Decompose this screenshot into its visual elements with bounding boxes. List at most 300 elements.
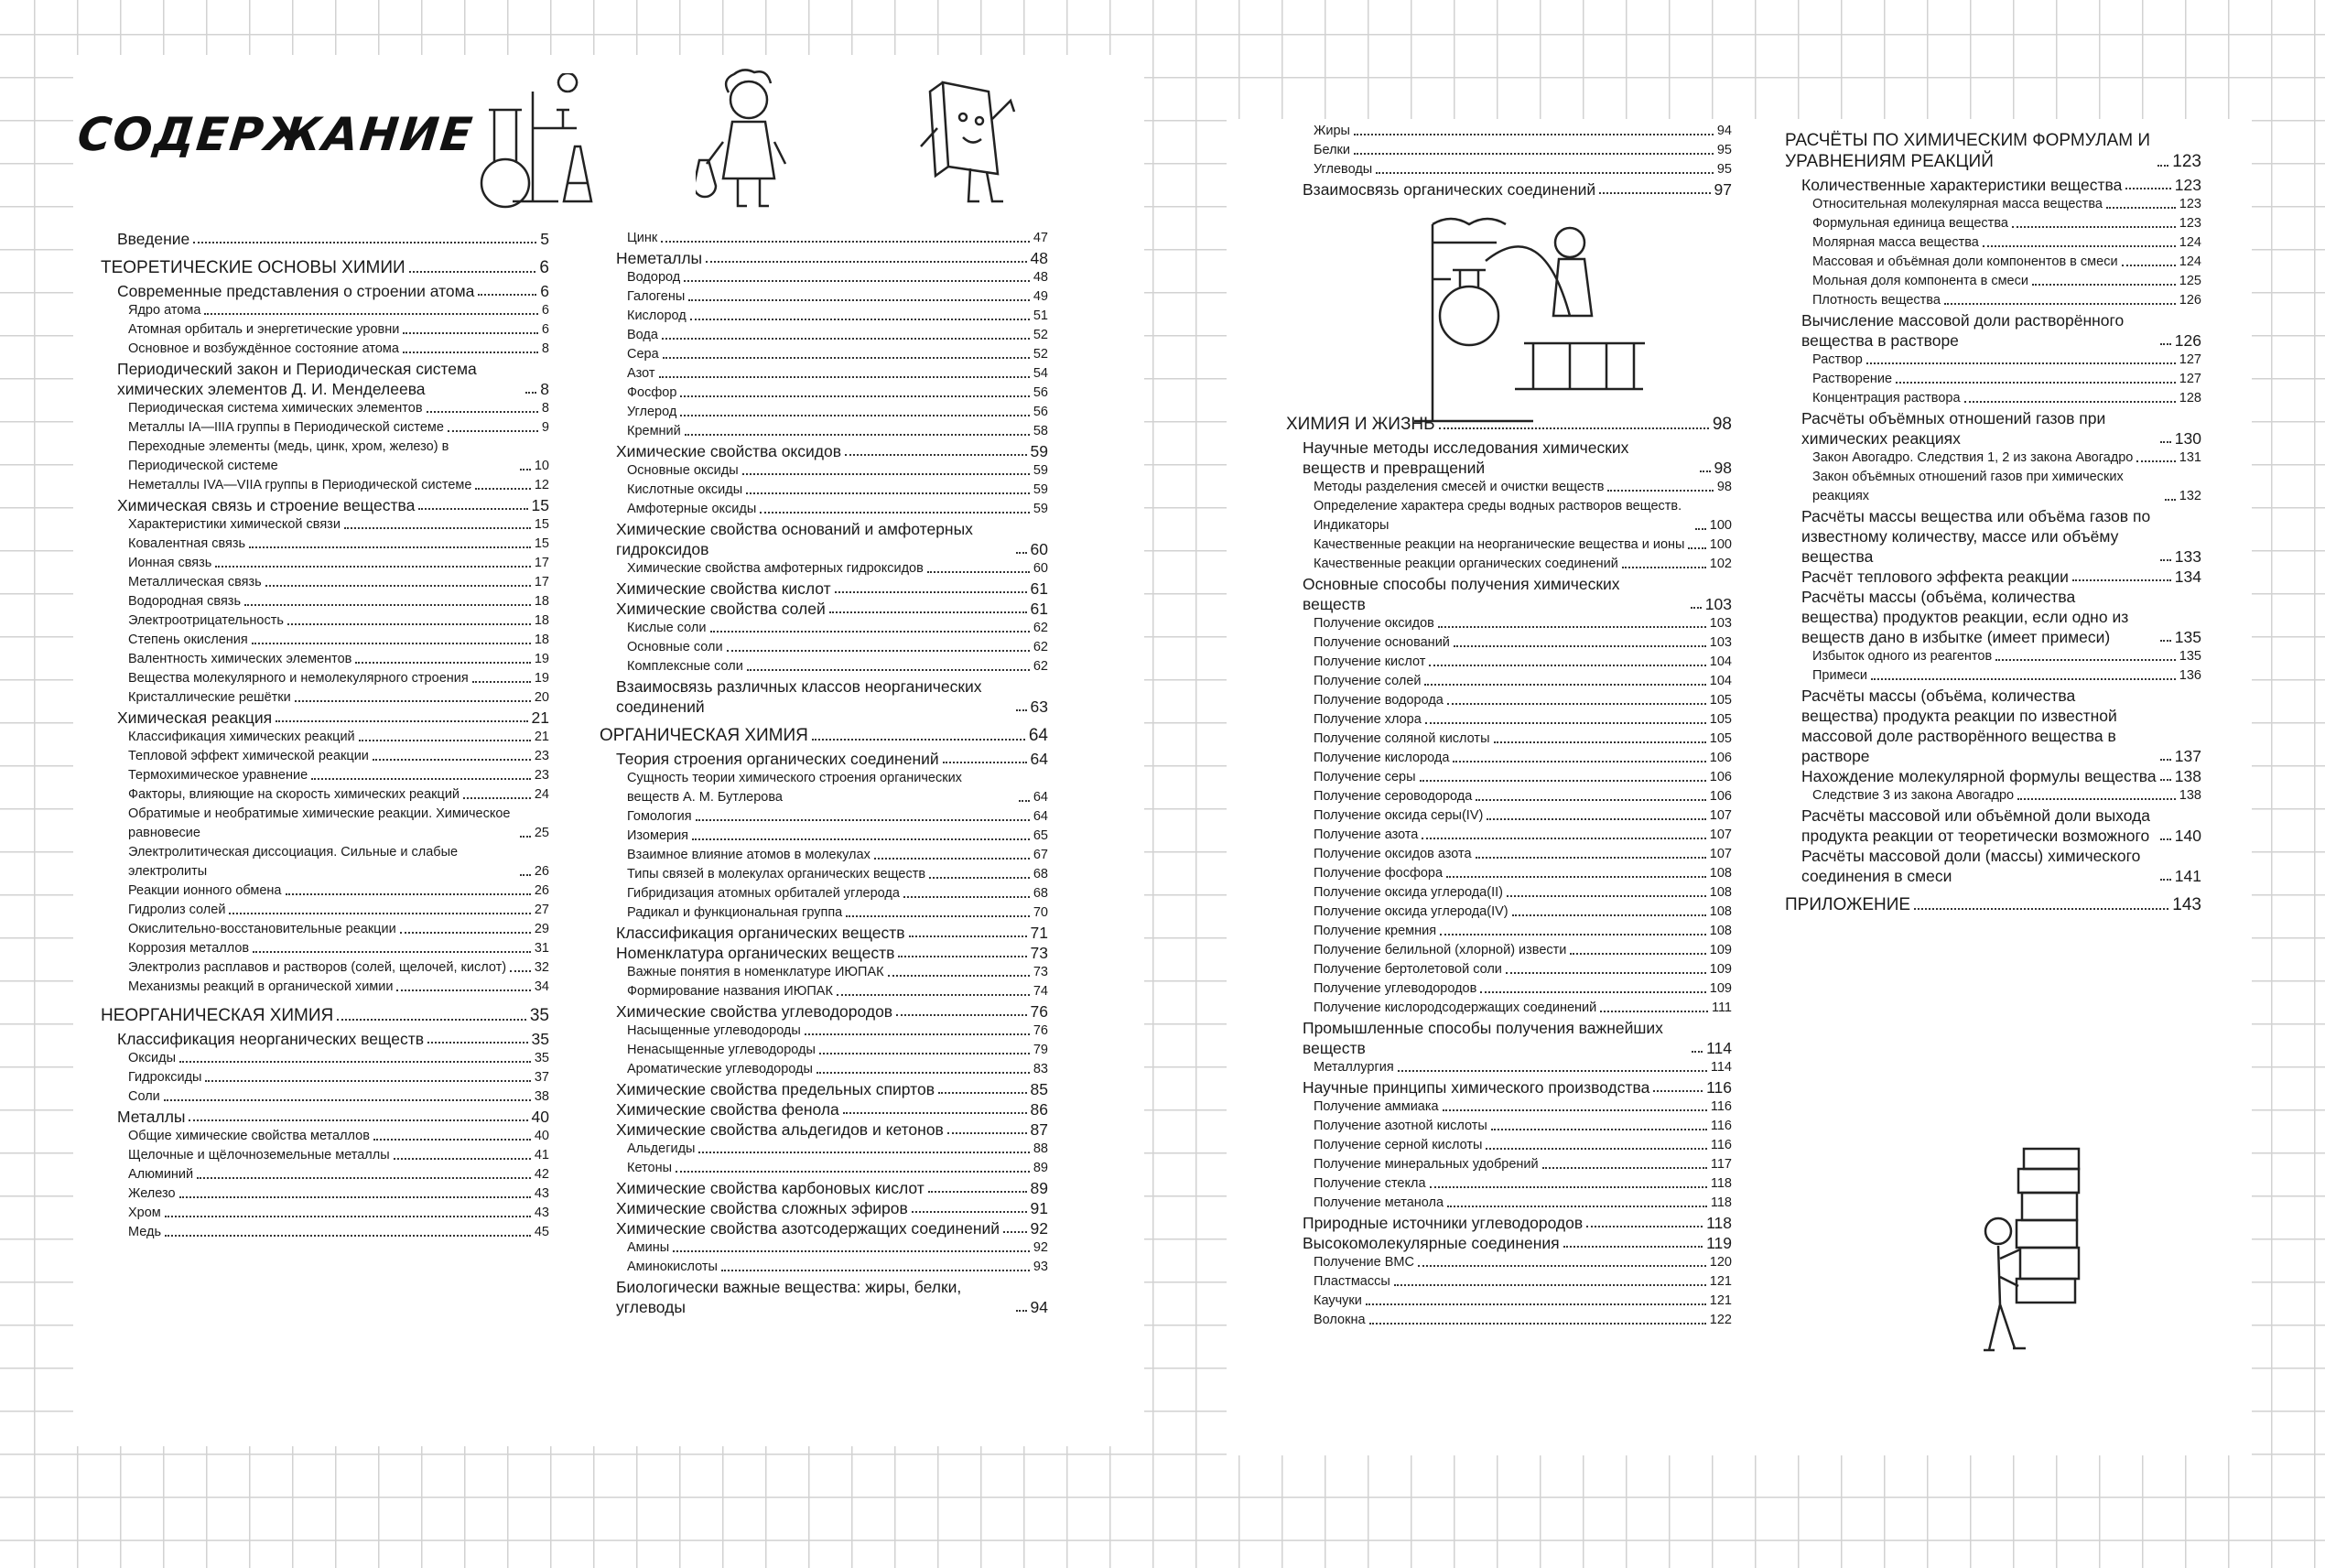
toc-entry-title: Нахождение молекулярной формулы вещества — [1801, 767, 2157, 785]
toc-entry-title: Формирование названия ИЮПАК — [627, 984, 833, 999]
toc-entry-title: Реакции ионного обмена — [128, 883, 282, 898]
toc-subentry — [1286, 903, 1732, 922]
toc-entry-title: Классификация неорганических веществ — [117, 1030, 425, 1048]
toc-page-number: 91 — [1030, 1199, 1048, 1217]
toc-page-number: 135 — [2174, 628, 2201, 646]
toc-page-number: 74 — [1033, 984, 1048, 999]
toc-dot-leader — [898, 956, 1026, 957]
toc-subentry — [1286, 691, 1732, 710]
person-carrying-books-illustration — [1963, 1140, 2101, 1359]
scientist-illustration — [696, 69, 796, 215]
toc-subentry — [101, 1087, 549, 1107]
toc-subentry — [1286, 1253, 1732, 1272]
toc-subentry — [600, 827, 1048, 846]
toc-entry-title: Факторы, влияющие на скорость химических реакций — [128, 787, 460, 802]
toc-entry-title: Взаимное влияние атомов в молекулах — [627, 848, 871, 862]
toc-dot-leader — [409, 271, 536, 273]
toc-page-number: 108 — [1709, 866, 1732, 881]
toc-page-number: 106 — [1709, 751, 1732, 765]
toc-entry-title: Электролиз расплавов и растворов (солей, щелочей, кислот) — [128, 960, 507, 975]
toc-dot-leader — [927, 571, 1030, 573]
toc-dot-leader — [746, 492, 1030, 494]
toc-subentry — [600, 268, 1048, 287]
toc-dot-leader — [1995, 659, 2176, 661]
toc-page-number: 88 — [1033, 1141, 1048, 1156]
toc-dot-leader — [520, 874, 531, 876]
toc-page-number: 85 — [1030, 1080, 1048, 1098]
toc-page-number: 61 — [1030, 579, 1048, 598]
toc-section — [1785, 130, 2201, 172]
toc-page-number: 48 — [1033, 270, 1048, 285]
toc-subentry — [1286, 960, 1732, 979]
toc-page-number: 21 — [534, 730, 549, 744]
toc-subentry — [1785, 468, 2201, 506]
toc-subentry — [1785, 291, 2201, 310]
toc-dot-leader — [475, 488, 530, 490]
toc-page-number: 19 — [534, 671, 549, 686]
toc-subentry — [1286, 1272, 1732, 1292]
toc-page-number: 97 — [1714, 180, 1732, 199]
toc-column-2 — [600, 229, 1048, 1317]
toc-dot-leader — [1476, 799, 1706, 801]
toc-page-number: 123 — [2179, 216, 2201, 231]
toc-dot-leader — [1438, 626, 1706, 628]
toc-page-number: 45 — [534, 1225, 549, 1239]
toc-entry-title: Периодический закон и Периодическая система химических элементов Д. И. Менделеева — [117, 360, 477, 398]
toc-subentry — [600, 287, 1048, 307]
toc-dot-leader — [710, 631, 1030, 633]
toc-page-number: 6 — [541, 322, 549, 337]
toc-entry-title: Вычисление массовой доли растворённого вещества в растворе — [1801, 311, 2125, 350]
toc-entry-title: Основные соли — [627, 640, 723, 654]
toc-dot-leader — [2012, 226, 2176, 228]
toc-entry-title: Высокомолекулярные соединения — [1303, 1234, 1560, 1252]
toc-entry-title: Закон объёмных отношений газов при химических реакциях — [1812, 470, 2124, 503]
toc-subentry — [1286, 1098, 1732, 1117]
toc-page-number: 109 — [1709, 962, 1732, 977]
toc-page-number: 21 — [531, 708, 549, 727]
toc-chapter — [1785, 175, 2201, 195]
toc-entry-title: Молярная масса вещества — [1812, 235, 1979, 250]
toc-chapter — [101, 495, 549, 515]
toc-page-number: 114 — [1706, 1039, 1732, 1057]
toc-entry-title: Получение соляной кислоты — [1314, 731, 1490, 746]
toc-subentry — [1286, 710, 1732, 730]
toc-page-number: 137 — [2174, 747, 2201, 765]
toc-entry-title: Пластмассы — [1314, 1274, 1390, 1289]
toc-page-number: 106 — [1709, 789, 1732, 804]
toc-dot-leader — [1418, 1265, 1706, 1267]
toc-entry-title: Плотность вещества — [1812, 293, 1941, 308]
toc-entry-title: Галогены — [627, 289, 686, 304]
toc-page-number: 116 — [1710, 1138, 1732, 1152]
toc-dot-leader — [359, 740, 531, 741]
toc-page-number: 105 — [1709, 731, 1732, 746]
toc-chapter — [1286, 438, 1732, 478]
toc-dot-leader — [165, 1216, 531, 1217]
toc-chapter — [600, 1099, 1048, 1119]
toc-page-number: 62 — [1033, 659, 1048, 674]
toc-dot-leader — [2160, 779, 2171, 781]
toc-subentry — [1286, 141, 1732, 160]
toc-subentry — [1785, 786, 2201, 806]
toc-entry-title: Валентность химических элементов — [128, 652, 352, 666]
toc-page-number: 35 — [534, 1051, 549, 1065]
toc-page-number: 102 — [1709, 557, 1732, 571]
toc-entry-title: Классификация химических реакций — [128, 730, 355, 744]
toc-entry-title: Химические свойства азотсодержащих соединений — [616, 1219, 1000, 1238]
toc-chapter — [1785, 408, 2201, 449]
toc-dot-leader — [1424, 684, 1705, 686]
toc-entry-title: Ковалентная связь — [128, 536, 246, 551]
toc-entry-title: Определение характера среды водных растворов веществ. Индикаторы — [1314, 499, 1682, 533]
toc-subentry — [101, 573, 549, 592]
toc-chapter — [600, 441, 1048, 461]
toc-page-number: 92 — [1030, 1219, 1048, 1238]
toc-subentry — [1785, 233, 2201, 253]
toc-dot-leader — [947, 1132, 1027, 1134]
toc-page-number: 68 — [1033, 867, 1048, 881]
toc-subentry — [101, 1204, 549, 1223]
toc-entry-title: Кристаллические решётки — [128, 690, 291, 705]
toc-subentry — [1286, 1155, 1732, 1174]
toc-dot-leader — [1016, 1310, 1027, 1312]
toc-entry-title: Растворение — [1812, 372, 1893, 386]
toc-dot-leader — [244, 604, 531, 606]
toc-page-number: 95 — [1716, 143, 1732, 157]
toc-section — [101, 1005, 549, 1026]
toc-page-number: 118 — [1710, 1176, 1732, 1191]
toc-subentry — [1785, 449, 2201, 468]
toc-entry-title: Получение водорода — [1314, 693, 1444, 708]
toc-chapter — [600, 1178, 1048, 1198]
toc-page-number: 56 — [1033, 385, 1048, 400]
toc-page-number: 34 — [534, 979, 549, 994]
toc-subentry — [101, 515, 549, 535]
toc-entry-title: Получение фосфора — [1314, 866, 1444, 881]
toc-page-number: 43 — [534, 1206, 549, 1220]
toc-dot-leader — [394, 1158, 531, 1160]
toc-entry-title: Основные оксиды — [627, 463, 739, 478]
toc-page-number: 86 — [1030, 1100, 1048, 1119]
toc-entry-title: Электролитическая диссоциация. Сильные и слабые электролиты — [128, 845, 459, 879]
toc-subentry — [600, 1022, 1048, 1041]
toc-subentry — [600, 1041, 1048, 1060]
toc-dot-leader — [253, 951, 531, 953]
toc-dot-leader — [747, 669, 1030, 671]
toc-chapter — [600, 676, 1048, 717]
toc-page-number: 15 — [534, 536, 549, 551]
toc-page-number: 68 — [1033, 886, 1048, 901]
toc-dot-leader — [698, 1152, 1029, 1153]
toc-subentry — [1286, 806, 1732, 826]
toc-dot-leader — [896, 1014, 1026, 1016]
toc-subentry — [1286, 555, 1732, 574]
toc-dot-leader — [688, 299, 1030, 301]
toc-dot-leader — [373, 759, 531, 761]
toc-subentry — [600, 1140, 1048, 1159]
toc-dot-leader — [1542, 1167, 1707, 1169]
toc-dot-leader — [520, 836, 531, 838]
toc-entry-title: Получение метанола — [1314, 1195, 1444, 1210]
toc-entry-title: ХИМИЯ И ЖИЗНЬ — [1286, 415, 1435, 434]
toc-entry-title: Теория строения органических соединений — [616, 750, 939, 768]
toc-subentry — [1286, 672, 1732, 691]
toc-chapter — [600, 1079, 1048, 1099]
toc-chapter — [101, 229, 549, 249]
toc-entry-title: Общие химические свойства металлов — [128, 1129, 370, 1143]
toc-dot-leader — [663, 357, 1030, 359]
toc-dot-leader — [204, 313, 538, 315]
toc-page-number: 89 — [1030, 1179, 1048, 1197]
toc-dot-leader — [1487, 818, 1705, 820]
toc-page-number: 18 — [534, 594, 549, 609]
toc-entry-title: Получение кислот — [1314, 654, 1426, 669]
toc-dot-leader — [396, 989, 530, 991]
toc-entry-title: Химические свойства оснований и амфотерных гидроксидов — [616, 520, 973, 558]
toc-page-number: 128 — [2179, 391, 2201, 406]
toc-entry-title: Расчёты массы (объёма, количества вещества) продуктов реакции, если одно из веществ дано в избытке (имеет примеси) — [1801, 588, 2129, 646]
toc-page-number: 136 — [2179, 668, 2201, 683]
toc-dot-leader — [742, 473, 1030, 475]
toc-dot-leader — [1440, 934, 1706, 935]
toc-entry-title: Белки — [1314, 143, 1351, 157]
toc-column-3 — [1286, 122, 1732, 1330]
toc-subentry — [600, 638, 1048, 657]
toc-subentry — [600, 619, 1048, 638]
toc-entry-title: Примеси — [1812, 668, 1867, 683]
toc-page-number: 107 — [1709, 808, 1732, 823]
toc-page-number: 100 — [1709, 518, 1732, 533]
toc-dot-leader — [1394, 1284, 1706, 1286]
toc-page-number: 103 — [1704, 595, 1732, 613]
toc-subentry — [101, 535, 549, 554]
toc-subentry — [1286, 633, 1732, 653]
toc-entry-title: Получение солей — [1314, 674, 1422, 688]
toc-dot-leader — [1871, 678, 2176, 680]
book-character-illustration — [915, 64, 1016, 215]
toc-dot-leader — [673, 1250, 1030, 1252]
toc-dot-leader — [2122, 265, 2176, 266]
toc-page-number: 8 — [541, 401, 549, 416]
toc-dot-leader — [1494, 741, 1706, 743]
toc-page-number: 23 — [534, 768, 549, 783]
toc-page-number: 59 — [1033, 502, 1048, 516]
toc-page-number: 64 — [1028, 726, 1048, 745]
toc-entry-title: Альдегиды — [627, 1141, 696, 1156]
toc-page-number: 138 — [2174, 767, 2201, 785]
toc-entry-title: Следствие 3 из закона Авогадро — [1812, 788, 2015, 803]
toc-entry-title: Химические свойства альдегидов и кетонов — [616, 1120, 944, 1139]
toc-chapter — [1286, 1077, 1732, 1098]
toc-page-number: 24 — [534, 787, 549, 802]
toc-page-number: 40 — [534, 1129, 549, 1143]
toc-page-number: 18 — [534, 633, 549, 647]
toc-subentry — [101, 1223, 549, 1242]
toc-dot-leader — [2160, 838, 2171, 840]
toc-entry-title: Медь — [128, 1225, 162, 1239]
toc-entry-title: Номенклатура органических веществ — [616, 944, 895, 962]
toc-entry-title: Алюминий — [128, 1167, 194, 1182]
toc-entry-title: Вода — [627, 328, 658, 342]
toc-subentry — [101, 301, 549, 320]
toc-page-number: 17 — [534, 556, 549, 570]
toc-dot-leader — [685, 434, 1030, 436]
toc-list-col4 — [1785, 130, 2201, 915]
toc-entry-title: Фосфор — [627, 385, 677, 400]
toc-entry-title: Расчёты объёмных отношений газов при химических реакциях — [1801, 409, 2106, 448]
toc-chapter — [600, 599, 1048, 619]
toc-subentry — [600, 807, 1048, 827]
toc-dot-leader — [2072, 579, 2171, 581]
toc-page-number: 15 — [531, 496, 549, 514]
toc-dot-leader — [2160, 343, 2171, 345]
toc-page-number: 116 — [1710, 1099, 1732, 1114]
toc-entry-title: Оксиды — [128, 1051, 177, 1065]
toc-dot-leader — [205, 1080, 530, 1082]
lab-equipment-illustration — [476, 73, 595, 211]
toc-page-number: 18 — [534, 613, 549, 628]
toc-subentry — [600, 559, 1048, 579]
toc-dot-leader — [903, 896, 1030, 898]
toc-entry-title: Методы разделения смесей и очистки веществ — [1314, 480, 1605, 494]
toc-entry-title: Изомерия — [627, 828, 689, 843]
toc-entry-title: Промышленные способы получения важнейших веществ — [1303, 1019, 1663, 1057]
toc-page-number: 51 — [1033, 308, 1048, 323]
toc-subentry — [1286, 122, 1732, 141]
toc-subentry — [101, 1146, 549, 1165]
toc-dot-leader — [1688, 547, 1705, 549]
toc-entry-title: Типы связей в молекулах органических веществ — [627, 867, 926, 881]
toc-page-number: 79 — [1033, 1043, 1048, 1057]
toc-entry-title: Научные принципы химического производства — [1303, 1078, 1650, 1097]
toc-entry-title: Гидроксиды — [128, 1070, 202, 1085]
toc-page-number: 52 — [1033, 328, 1048, 342]
toc-page-number: 59 — [1030, 442, 1048, 460]
toc-entry-title: Получение минеральных удобрений — [1314, 1157, 1539, 1172]
toc-page-number: 19 — [534, 652, 549, 666]
toc-dot-leader — [478, 294, 536, 296]
toc-page-number: 65 — [1033, 828, 1048, 843]
toc-entry-title: Обратимые и необратимые химические реакции. Химическое равновесие — [128, 806, 511, 840]
toc-page-number: 76 — [1033, 1023, 1048, 1038]
toc-chapter — [1785, 506, 2201, 567]
toc-page-number: 133 — [2174, 547, 2201, 566]
toc-dot-leader — [2106, 207, 2176, 209]
toc-page-number: 15 — [534, 517, 549, 532]
toc-dot-leader — [684, 280, 1030, 282]
toc-subentry — [101, 631, 549, 650]
toc-entry-title: Гибридизация атомных орбиталей углерода — [627, 886, 900, 901]
toc-subentry — [101, 1165, 549, 1184]
toc-page-number: 121 — [1709, 1274, 1732, 1289]
toc-entry-title: Ионная связь — [128, 556, 212, 570]
toc-entry-title: Классификация органических веществ — [616, 924, 905, 942]
toc-dot-leader — [692, 838, 1030, 840]
toc-dot-leader — [676, 1171, 1030, 1173]
toc-entry-title: Химические свойства кислот — [616, 579, 831, 598]
toc-page-number: 27 — [534, 903, 549, 917]
toc-entry-title: Химические свойства оксидов — [616, 442, 842, 460]
toc-page-number: 103 — [1709, 635, 1732, 650]
toc-subentry — [1286, 864, 1732, 883]
toc-dot-leader — [706, 261, 1026, 263]
toc-page-number: 62 — [1033, 640, 1048, 654]
toc-page-number: 107 — [1709, 827, 1732, 842]
toc-chapter — [600, 923, 1048, 943]
toc-entry-title: Массовая и объёмная доли компонентов в смеси — [1812, 254, 2118, 269]
toc-page-number: 76 — [1030, 1002, 1048, 1021]
toc-page-number: 111 — [1711, 1000, 1732, 1015]
toc-dot-leader — [760, 512, 1030, 514]
toc-dot-leader — [1447, 1206, 1707, 1207]
toc-dot-leader — [1016, 709, 1027, 711]
toc-subentry — [600, 1258, 1048, 1277]
toc-dot-leader — [909, 935, 1027, 937]
toc-page-number: 6 — [540, 282, 549, 300]
toc-entry-title: Железо — [128, 1186, 176, 1201]
toc-entry-title: Жиры — [1314, 124, 1350, 138]
toc-chapter — [600, 1001, 1048, 1022]
toc-dot-leader — [1506, 972, 1706, 974]
toc-dot-leader — [520, 469, 531, 470]
toc-entry-title: Углерод — [627, 405, 677, 419]
toc-page-number: 114 — [1710, 1060, 1732, 1075]
toc-subentry — [1286, 999, 1732, 1018]
toc-entry-title: Введение — [117, 230, 190, 248]
toc-dot-leader — [1003, 1231, 1026, 1233]
toc-chapter — [600, 579, 1048, 599]
toc-page-number: 58 — [1033, 424, 1048, 438]
toc-entry-title: Кислотные оксиды — [627, 482, 743, 497]
toc-page-number: 48 — [1030, 249, 1048, 267]
toc-entry-title: Кетоны — [627, 1161, 673, 1175]
toc-page-number: 89 — [1033, 1161, 1048, 1175]
toc-dot-leader — [1692, 1051, 1703, 1053]
toc-page-number: 116 — [1706, 1078, 1732, 1097]
toc-dot-leader — [276, 720, 527, 722]
toc-chapter — [600, 1198, 1048, 1218]
toc-dot-leader — [1944, 303, 2176, 305]
toc-dot-leader — [286, 893, 531, 895]
toc-entry-title: Волокна — [1314, 1313, 1366, 1327]
toc-entry-title: Химические свойства углеводородов — [616, 1002, 893, 1021]
toc-entry-title: Закон Авогадро. Следствия 1, 2 из закона Авогадро — [1812, 450, 2134, 465]
toc-dot-leader — [2032, 284, 2176, 286]
toc-dot-leader — [165, 1235, 531, 1237]
toc-subentry — [1286, 826, 1732, 845]
toc-page-number: 52 — [1033, 347, 1048, 362]
toc-dot-leader — [215, 566, 531, 568]
toc-page-number: 98 — [1714, 459, 1732, 477]
toc-subentry — [101, 1184, 549, 1204]
toc-entry-title: Расчёты массы (объёма, количества вещества) продукта реакции по известной массовой доле растворённого вещества в растворе — [1801, 687, 2117, 765]
toc-dot-leader — [1019, 800, 1030, 802]
toc-page-number: 116 — [1710, 1119, 1732, 1133]
toc-dot-leader — [1454, 645, 1706, 647]
toc-entry-title: Относительная молекулярная масса вещества — [1812, 197, 2103, 211]
toc-dot-leader — [2160, 759, 2171, 761]
toc-subentry — [1286, 922, 1732, 941]
toc-dot-leader — [1491, 1129, 1707, 1130]
toc-page-number: 126 — [2179, 293, 2201, 308]
toc-entry-title: Химические свойства предельных спиртов — [616, 1080, 935, 1098]
toc-page-number: 56 — [1033, 405, 1048, 419]
toc-dot-leader — [1866, 362, 2176, 364]
toc-entry-title: Получение стекла — [1314, 1176, 1426, 1191]
toc-entry-title: Ароматические углеводороды — [627, 1062, 813, 1076]
toc-entry-title: Формульная единица вещества — [1812, 216, 2008, 231]
